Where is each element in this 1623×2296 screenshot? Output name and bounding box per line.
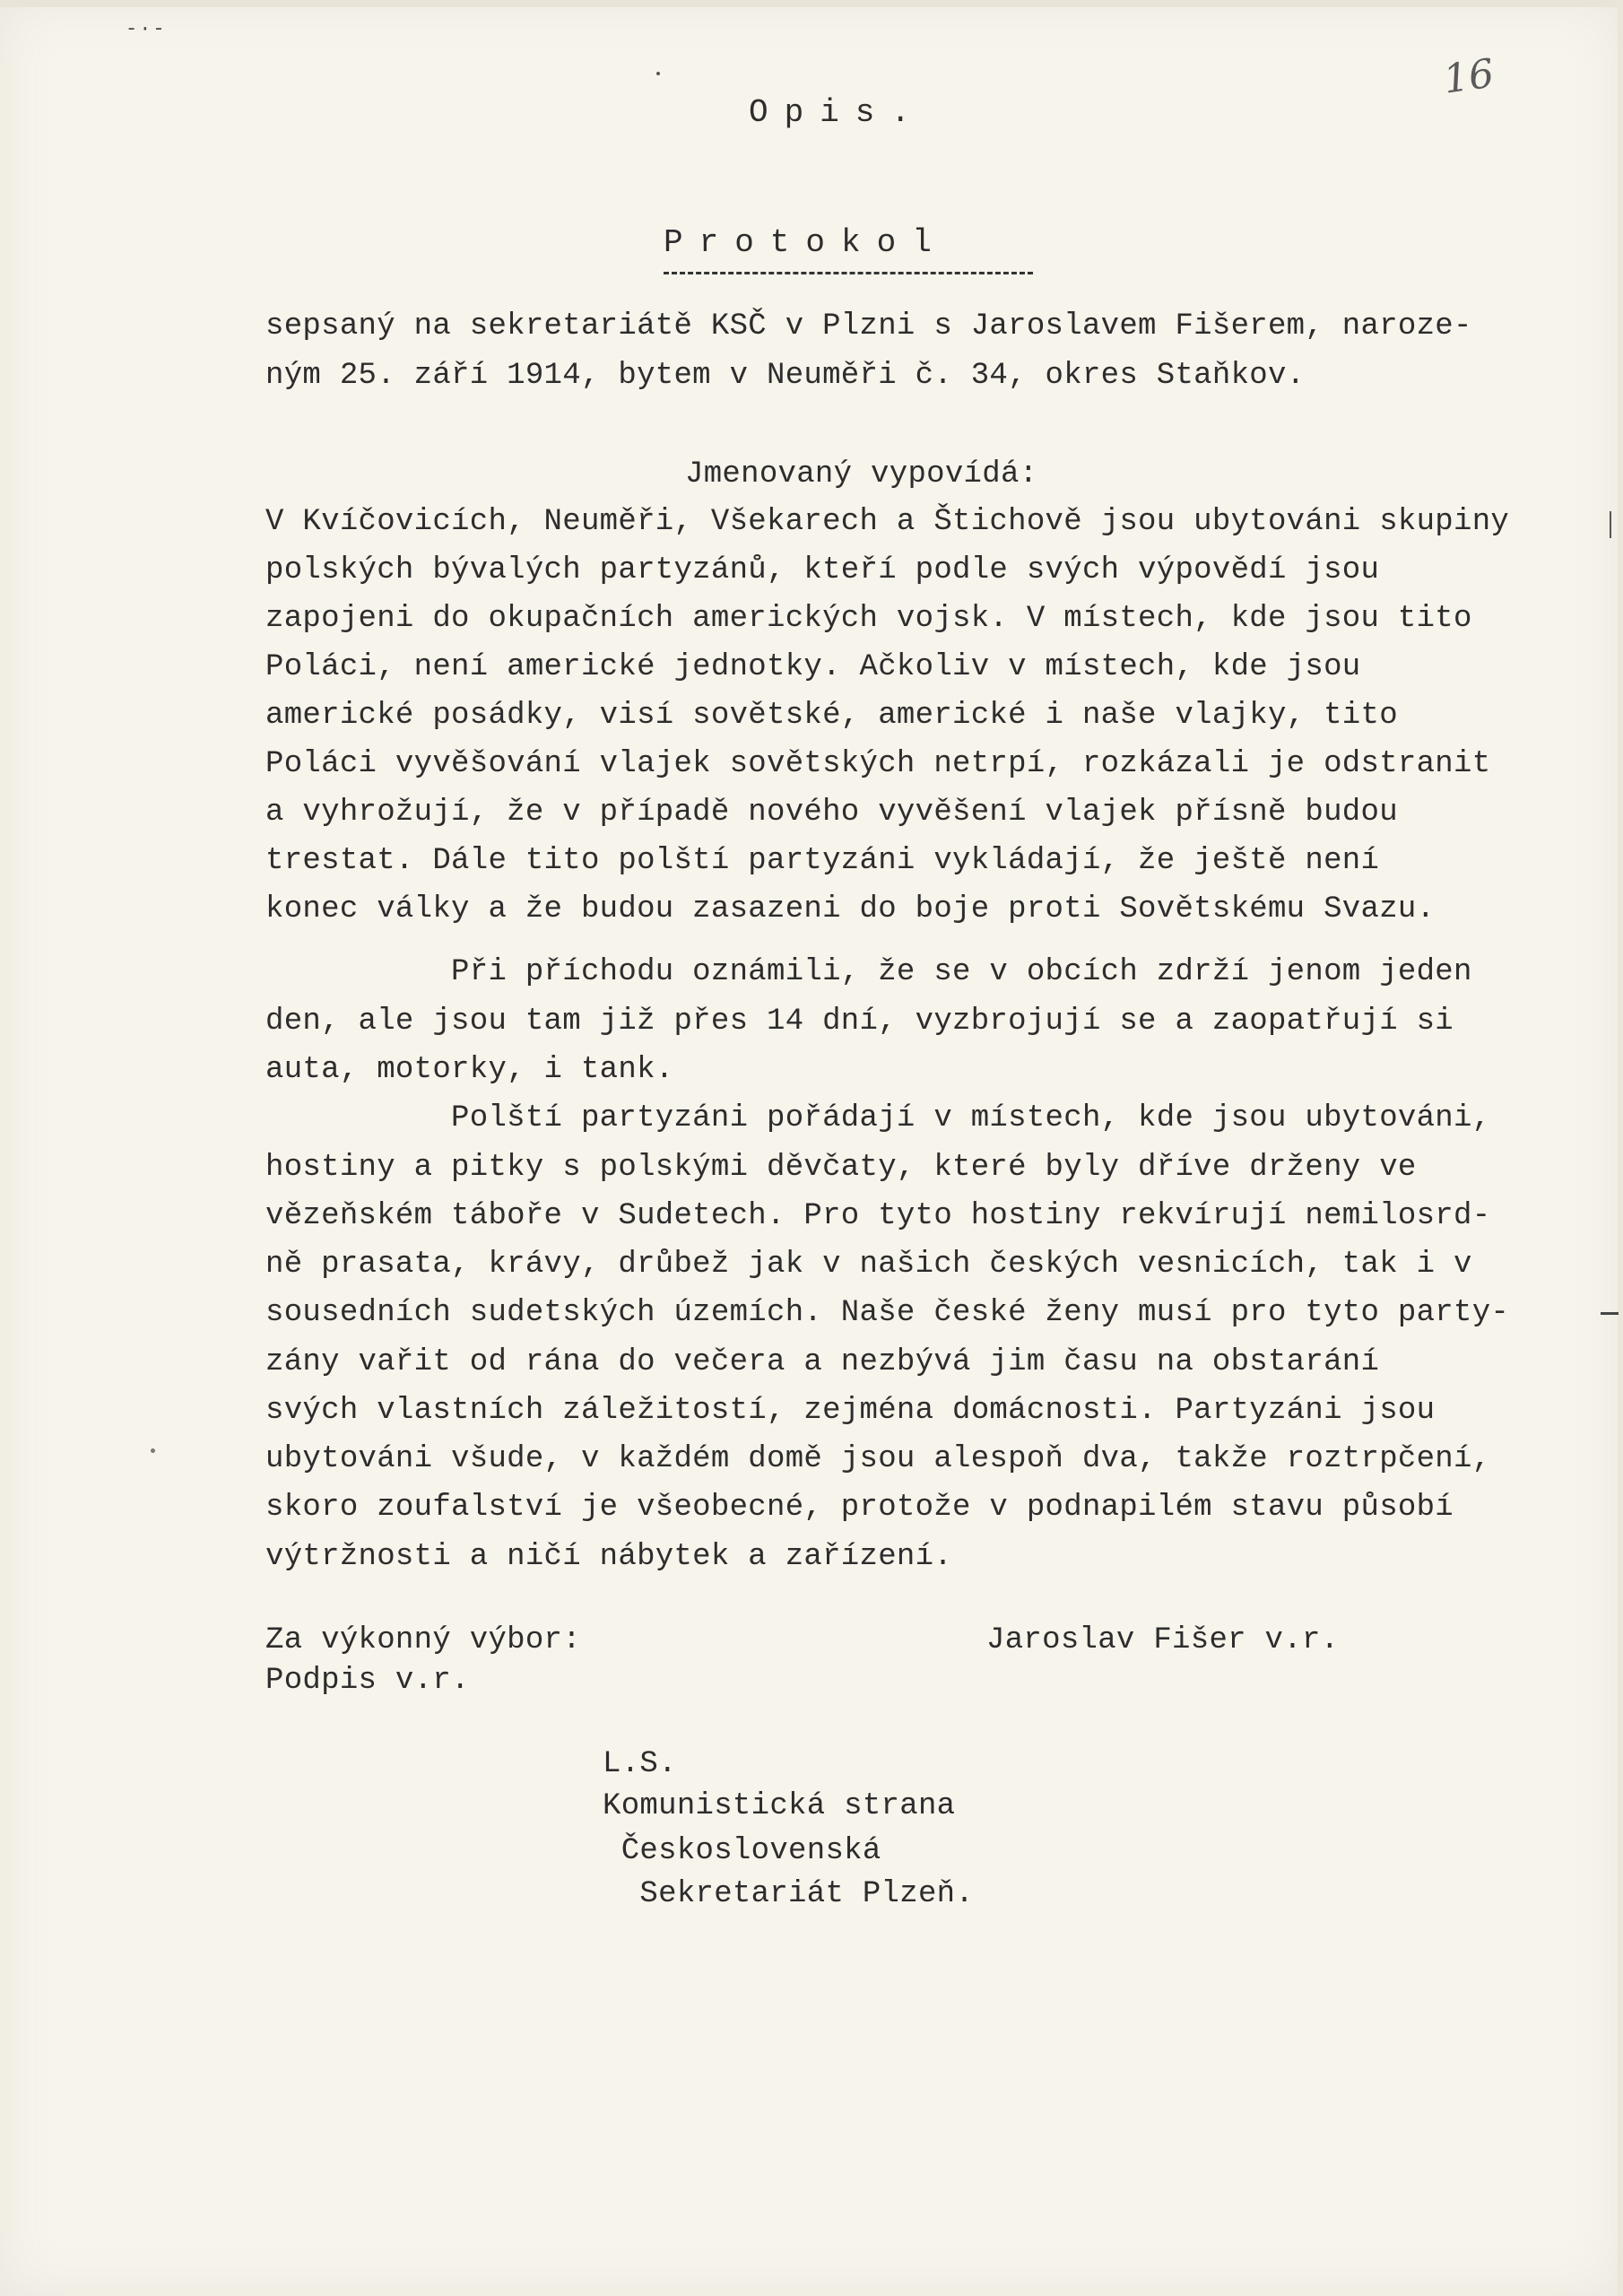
- body-line: ně prasata, krávy, drůbež jak v našich českých vesnicích, tak i v: [265, 1248, 1472, 1282]
- body-line: polských bývalých partyzánů, kteří podle svých výpovědí jsou: [265, 553, 1380, 587]
- body-line: auta, motorky, i tank.: [265, 1053, 674, 1087]
- folio-number: 16: [1440, 50, 1497, 103]
- title-underline: [664, 272, 1033, 274]
- seal-line: Československá: [603, 1834, 881, 1868]
- ink-smudge: [151, 1448, 155, 1453]
- signature-left-label: Za výkonný výbor:: [265, 1623, 581, 1657]
- seal-line: L.S.: [603, 1747, 677, 1781]
- intro-line: ným 25. září 1914, bytem v Neuměři č. 34, okres Staňkov.: [265, 359, 1306, 393]
- corner-mark: -·-: [126, 18, 167, 40]
- body-line: svých vlastních záležitostí, zejména domácnosti. Partyzáni jsou: [265, 1394, 1436, 1428]
- margin-hyphen-mark: [1601, 1312, 1619, 1315]
- signature-left-sign: Podpis v.r.: [265, 1664, 470, 1698]
- body-line: sousedních sudetských územích. Naše české ženy musí pro tyto party-: [265, 1296, 1510, 1330]
- signature-right: Jaroslav Fišer v.r.: [986, 1623, 1340, 1657]
- body-line: Poláci vyvěšování vlajek sovětských netrpí, rozkázali je odstranit: [265, 747, 1491, 781]
- body-line: Při příchodu oznámili, že se v obcích zdrží jenom jeden: [265, 955, 1472, 989]
- body-line: zány vařit od rána do večera a nezbývá jim času na obstarání: [265, 1345, 1380, 1379]
- body-line: zapojeni do okupačních amerických vojsk. V místech, kde jsou tito: [265, 602, 1472, 636]
- heading-opis: Opis.: [749, 94, 927, 131]
- paper-edge-top: [0, 0, 1623, 7]
- seal-line: Sekretariát Plzeň.: [603, 1877, 975, 1911]
- body-line: Poláci, není americké jednotky. Ačkoliv v místech, kde jsou: [265, 650, 1361, 684]
- intro-line: sepsaný na sekretariátě KSČ v Plzni s Jaroslavem Fišerem, naroze-: [265, 309, 1472, 344]
- body-line: ubytováni všude, v každém domě jsou alespoň dva, takže roztrpčení,: [265, 1442, 1491, 1476]
- margin-mark: [1610, 511, 1611, 538]
- body-line: hostiny a pitky s polskými děvčaty, které byly dříve drženy ve: [265, 1151, 1417, 1185]
- body-line: a vyhrožují, že v případě nového vyvěšení vlajek přísně budou: [265, 796, 1398, 830]
- body-line: výtržnosti a ničí nábytek a zařízení.: [265, 1540, 953, 1574]
- body-line: skoro zoufalství je všeobecné, protože v podnapilém stavu působí: [265, 1491, 1454, 1525]
- body-line: konec války a že budou zasazeni do boje proti Sovětskému Svazu.: [265, 892, 1436, 926]
- body-line: trestat. Dále tito polští partyzáni vykládají, že ještě není: [265, 844, 1380, 878]
- body-line: Polští partyzáni pořádají v místech, kde jsou ubytováni,: [265, 1101, 1491, 1135]
- ink-dot: [656, 72, 660, 75]
- paper-edge-right: [1618, 0, 1623, 2296]
- body-line: V Kvíčovicích, Neuměři, Všekarech a Štichově jsou ubytováni skupiny: [265, 505, 1510, 539]
- body-line: americké posádky, visí sovětské, americké i naše vlajky, tito: [265, 699, 1398, 733]
- document-title: Protokol: [664, 224, 948, 261]
- seal-line: Komunistická strana: [603, 1789, 956, 1823]
- statement-label: Jmenovaný vypovídá:: [685, 457, 1038, 491]
- body-line: vězeňském táboře v Sudetech. Pro tyto hostiny rekvírují nemilosrd-: [265, 1199, 1491, 1233]
- body-line: den, ale jsou tam již přes 14 dní, vyzbrojují se a zaopatřují si: [265, 1004, 1454, 1039]
